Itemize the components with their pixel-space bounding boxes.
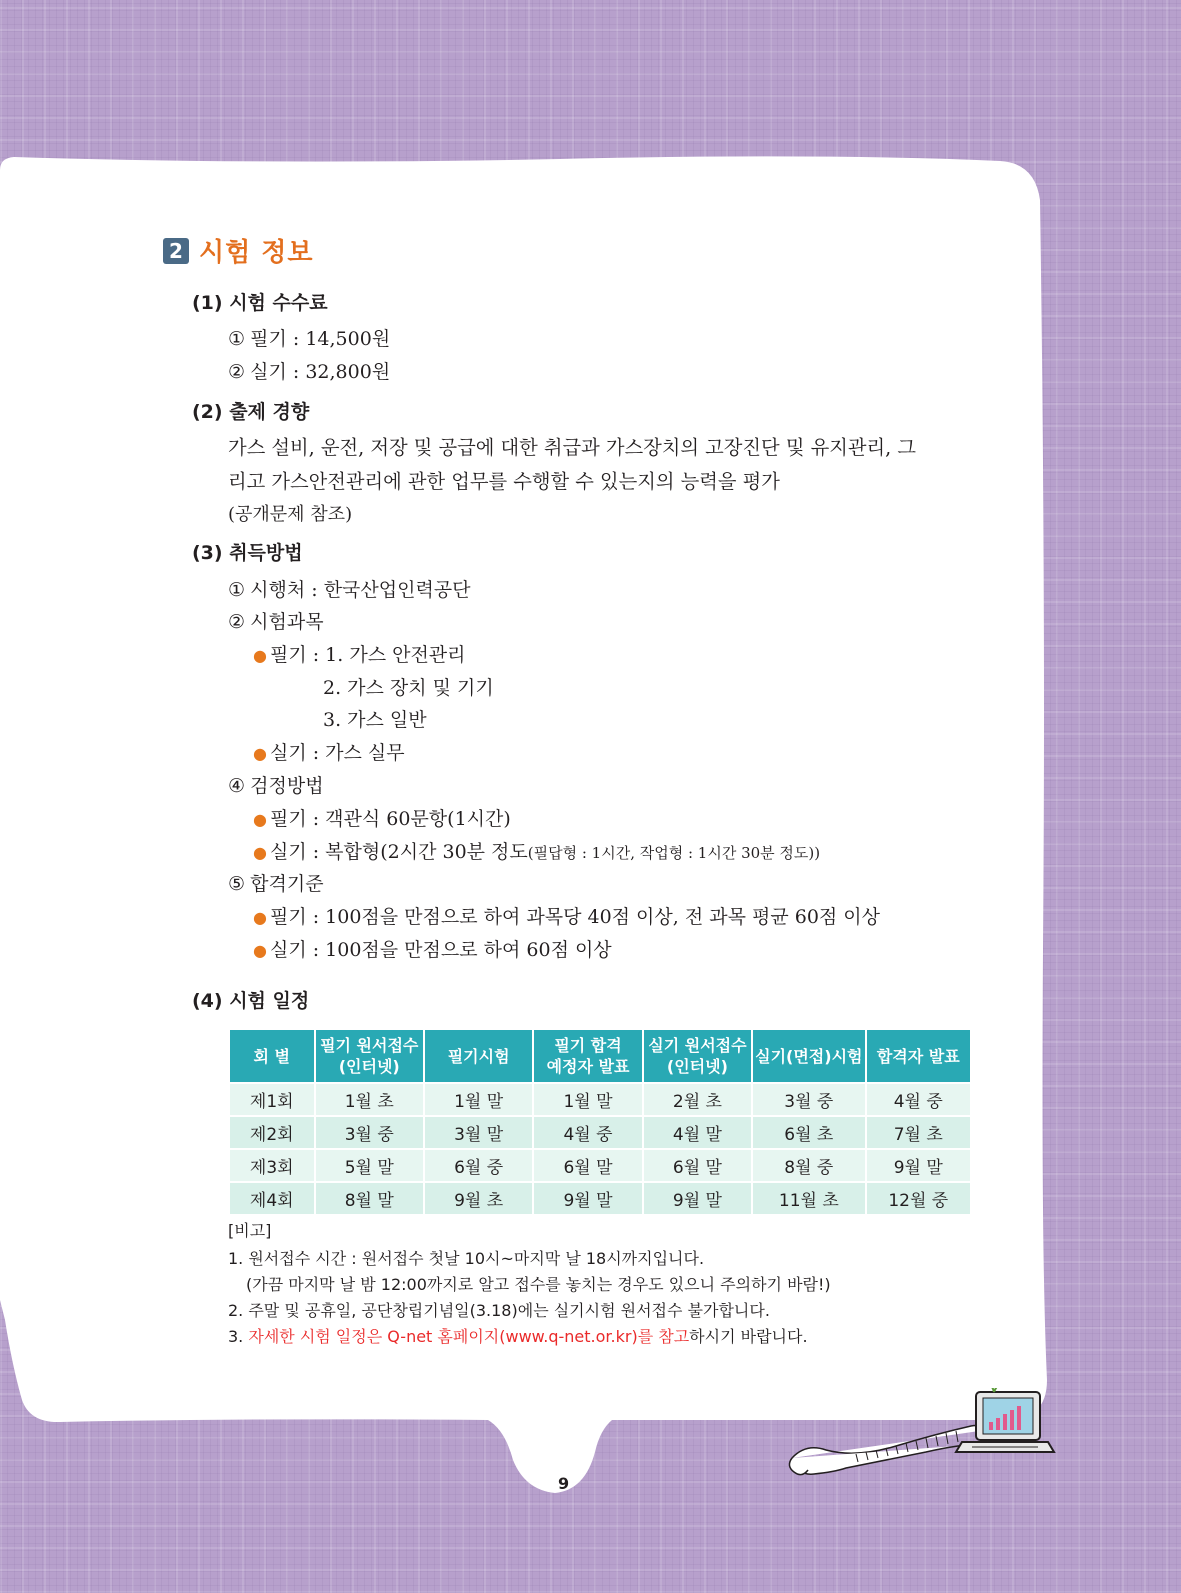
table-cell: 1월 말 <box>534 1084 641 1115</box>
header-final-result: 합격자 발표 <box>867 1030 970 1082</box>
method-practical-label: 실기 <box>269 841 307 863</box>
sep: : <box>306 644 326 666</box>
table-cell: 9월 말 <box>867 1150 970 1181</box>
note-3 <box>228 1324 808 1347</box>
sep: : <box>305 579 324 601</box>
method-line <box>228 771 324 798</box>
agency-label: 시행처 <box>250 579 306 601</box>
table-row <box>230 1084 970 1115</box>
note-1: 1. 원서접수 시간 : 원서접수 첫날 10시~마지막 날 18시까지입니다. <box>228 1249 705 1268</box>
circle-mark: ④ <box>228 775 246 797</box>
header-written-result: 필기 합격 예정자 발표 <box>534 1030 641 1082</box>
table-cell: 제2회 <box>230 1117 314 1148</box>
agency-value: 한국산업인력공단 <box>323 579 471 601</box>
table-row <box>230 1117 970 1148</box>
bullet-icon: ● <box>253 810 267 829</box>
table-cell: 6월 말 <box>644 1150 751 1181</box>
header-practical-apply: 실기 원서접수 (인터넷) <box>644 1030 751 1082</box>
header-round: 회 별 <box>230 1030 314 1082</box>
criteria-written <box>253 902 880 929</box>
circle-mark: ① <box>228 579 246 601</box>
circle-mark: ① <box>228 328 246 350</box>
sep: : <box>306 808 326 830</box>
note-3-suffix: 하시기 바랍니다. <box>689 1327 808 1346</box>
criteria-line <box>228 869 324 896</box>
table-cell: 3월 말 <box>425 1117 532 1148</box>
header-practical-exam: 실기(면접)시험 <box>753 1030 864 1082</box>
fee-written-label: 필기 <box>250 328 287 350</box>
circle-mark: ⑤ <box>228 873 246 895</box>
table-cell: 1월 초 <box>316 1084 423 1115</box>
trend-line-2: 리고 가스안전관리에 관한 업무를 수행할 수 있는지의 능력을 평가 <box>228 470 780 493</box>
method-written <box>253 804 511 831</box>
table-cell: 1월 말 <box>425 1084 532 1115</box>
table-cell: 3월 중 <box>316 1117 423 1148</box>
table-cell: 제1회 <box>230 1084 314 1115</box>
note-2: 2. 주말 및 공휴일, 공단창립기념일(3.18)에는 실기시험 원서접수 불가합니다. <box>228 1301 770 1320</box>
subject-item-1: 1. 가스 안전관리 <box>325 644 466 666</box>
schedule-table <box>228 1028 972 1216</box>
header-written-apply: 필기 원서접수 (인터넷) <box>316 1030 423 1082</box>
notes-heading: [비고] <box>228 1221 272 1240</box>
method-label: 검정방법 <box>250 775 324 797</box>
trend-line-1: 가스 설비, 운전, 저장 및 공급에 대한 취급과 가스장치의 고장진단 및 유지관리, 그 <box>228 436 916 459</box>
table-cell: 4월 중 <box>867 1084 970 1115</box>
trend-line-3: (공개문제 참조) <box>228 504 353 525</box>
subjects-written <box>253 640 466 667</box>
criteria-written-label: 필기 <box>269 906 307 928</box>
table-cell: 2월 초 <box>644 1084 751 1115</box>
criteria-practical <box>253 935 612 962</box>
page-number: 9 <box>558 1474 570 1493</box>
method-practical-detail: (필답형 : 1시간, 작업형 : 1시간 30분 정도)) <box>527 844 821 862</box>
bullet-icon: ● <box>253 908 267 927</box>
table-cell: 9월 말 <box>644 1183 751 1214</box>
note-3-highlight: 자세한 시험 일정은 Q-net 홈페이지(www.q-net.or.kr)를 참고 <box>248 1327 690 1346</box>
note-1b: (가끔 마지막 날 밤 12:00까지로 알고 접수를 놓치는 경우도 있으니 주의하기 바람!) <box>246 1275 831 1294</box>
table-cell: 9월 초 <box>425 1183 532 1214</box>
criteria-practical-label: 실기 <box>269 939 307 961</box>
table-cell: 11월 초 <box>753 1183 864 1214</box>
table-cell: 12월 중 <box>867 1183 970 1214</box>
sep: : <box>286 328 306 350</box>
fee-heading: (1) 시험 수수료 <box>192 292 328 314</box>
sep: : <box>306 906 326 928</box>
table-cell: 제3회 <box>230 1150 314 1181</box>
fee-practical-label: 실기 <box>250 361 287 383</box>
computer-scroll-illustration-icon <box>786 1388 1056 1483</box>
schedule-heading: (4) 시험 일정 <box>192 990 310 1012</box>
fee-practical <box>228 357 390 384</box>
method-practical <box>253 837 820 864</box>
subjects-practical <box>253 738 405 765</box>
table-cell: 4월 말 <box>644 1117 751 1148</box>
circle-mark: ② <box>228 611 246 633</box>
table-header-row <box>230 1030 970 1082</box>
subject-item-2: 2. 가스 장치 및 기기 <box>323 677 494 699</box>
criteria-written-value: 100점을 만점으로 하여 과목당 40점 이상, 전 과목 평균 60점 이상 <box>325 906 881 928</box>
table-row <box>230 1183 970 1214</box>
section-title-text: 시험 정보 <box>199 238 314 268</box>
table-cell: 제4회 <box>230 1183 314 1214</box>
subjects-line <box>228 607 324 634</box>
bullet-icon: ● <box>253 843 267 862</box>
table-cell: 6월 중 <box>425 1150 532 1181</box>
fee-practical-value: 32,800원 <box>305 361 391 383</box>
acquire-heading: (3) 취득방법 <box>192 542 303 564</box>
criteria-practical-value: 100점을 만점으로 하여 60점 이상 <box>325 939 612 961</box>
table-cell: 8월 말 <box>316 1183 423 1214</box>
table-cell: 4월 중 <box>534 1117 641 1148</box>
method-practical-value: 복합형(2시간 30분 정도 <box>325 841 528 863</box>
note-3-prefix: 3. <box>228 1327 249 1346</box>
table-cell: 7월 초 <box>867 1117 970 1148</box>
circle-mark: ② <box>228 361 246 383</box>
sep: : <box>306 841 326 863</box>
section-title <box>163 232 314 269</box>
table-cell: 3월 중 <box>753 1084 864 1115</box>
subject-item-3: 3. 가스 일반 <box>323 709 427 731</box>
subjects-practical-label: 실기 <box>269 742 307 764</box>
table-row <box>230 1150 970 1181</box>
header-written-exam: 필기시험 <box>425 1030 532 1082</box>
table-cell: 6월 초 <box>753 1117 864 1148</box>
fee-written <box>228 324 390 351</box>
trend-heading: (2) 출제 경향 <box>192 401 310 423</box>
table-cell: 8월 중 <box>753 1150 864 1181</box>
method-written-value: 객관식 60문항(1시간) <box>325 808 511 830</box>
method-written-label: 필기 <box>269 808 307 830</box>
section-number-badge: 2 <box>163 238 189 264</box>
sep: : <box>306 939 326 961</box>
subjects-practical-value: 가스 실무 <box>325 742 405 764</box>
bullet-icon: ● <box>253 744 267 763</box>
table-cell: 5월 말 <box>316 1150 423 1181</box>
subjects-written-label: 필기 <box>269 644 307 666</box>
criteria-label: 합격기준 <box>250 873 324 895</box>
subjects-label: 시험과목 <box>250 611 324 633</box>
sep: : <box>306 742 326 764</box>
bullet-icon: ● <box>253 941 267 960</box>
bullet-icon: ● <box>253 646 267 665</box>
sep: : <box>286 361 306 383</box>
table-cell: 6월 말 <box>534 1150 641 1181</box>
agency-line <box>228 575 471 602</box>
fee-written-value: 14,500원 <box>305 328 391 350</box>
table-cell: 9월 말 <box>534 1183 641 1214</box>
